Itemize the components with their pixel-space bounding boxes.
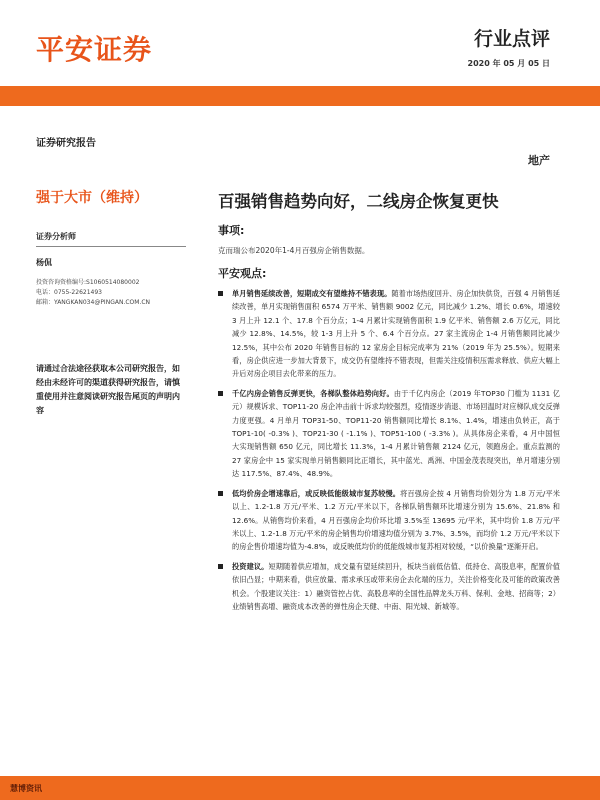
page-title: 百强销售趋势向好，二线房企恢复更快 [218, 192, 499, 211]
analyst-license: 投资咨询资格编号:S1060514080002 [36, 279, 140, 286]
viewpoint-list [218, 287, 560, 613]
analyst-title: 证券分析师 [36, 231, 186, 247]
bullet-body: 将百强房企按 4 月销售均价划分为 1.8 万元/平米以上、1.2-1.8 万元/平米、1.2 万元/平米以下，各梯队销售额环比增速分别为 15.6%、21.8% 和 12.6%。从销售均价来看，4 月百强房企均价环比增 3.5%至 13695 元/平米，其中均价 1.8 万元/平米以上、1.2-1.8 万元/平米的房企销售均价增速均值分别为 3.7%、3.5%，而均价 1.2 万元/平米以下的房企售价增速均值为-4.8%，或反映低均价的低能级城市复苏相对较缓，“以价换量”逐渐开启。 [232, 488, 560, 552]
main-content [218, 222, 560, 613]
bullet-body: 由于千亿内房企（2019 年TOP30 门槛为 1131 亿元）规模诉求、TOP11-20 房企冲击前十诉求均较强烈，疫情逐步消退、市场回温时对应梯队成交反弹力度更强。4 月单月 TOP31-50、TOP11-20 销售额同比增长 8.1%、1.4%，增速由负转正，高于 TOP1-10( -0.3% )、TOP21-30 ( -1.1% )、TOP51-100 ( -3.3% )。从具体房企来看，4 月中国恒大实现销售额 650 亿元，同比增长 11.3%，1-4 月累计销售额 2124 亿元，领跑房企。重点监测的 27 家房企中 15 家实现单月销售额同比正增长，其中蓝光、禹洲、中国金茂表现突出，单月增速分别达 117.5%、87.4%、48.9%。 [232, 388, 560, 479]
company-logo: 平安证券 [36, 33, 153, 66]
events-heading: 事项: [218, 224, 245, 237]
analyst-email[interactable]: 邮箱：YANGKAN034@PINGAN.COM.CN [36, 299, 151, 306]
bullet-lead: 单月销售延续改善，短期成交有望维持不错表现。 [232, 289, 392, 298]
list-item [218, 387, 560, 481]
sidebar [36, 134, 196, 308]
footer-source: 慧博资讯 [10, 784, 42, 793]
bullet-lead: 低均价房企增速靠后，或反映低能级城市复苏较慢。 [232, 488, 401, 498]
list-item [218, 287, 560, 381]
viewpoint-heading: 平安观点: [218, 267, 267, 280]
square-bullet-icon [218, 564, 223, 569]
square-bullet-icon [218, 491, 223, 496]
list-item [218, 560, 560, 614]
analyst-phone: 电话：0755-22621493 [36, 289, 102, 296]
report-type: 行业点评 [473, 28, 550, 50]
section-label: 证券研究报告 [36, 138, 96, 149]
square-bullet-icon [218, 291, 223, 296]
list-item [218, 487, 560, 554]
bullet-lead: 投资建议。 [232, 561, 269, 571]
footer-bar [0, 776, 600, 800]
disclaimer: 请通过合法途径获取本公司研究报告，如经由未经许可的渠道获得研究报告，请慎重使用并注意阅读研究报告尾页的声明内容 [36, 364, 180, 415]
bullet-lead: 千亿内房企销售反弹更快，各梯队整体趋势向好。 [232, 388, 394, 398]
header-banner [0, 86, 600, 106]
report-date: 2020 年 05 月 05 日 [467, 59, 550, 68]
analyst-name: 杨侃 [36, 258, 52, 267]
events-text: 克而瑞公布2020年1-4月百强房企销售数据。 [218, 246, 370, 255]
industry-rating: 强于大市（维持） [36, 190, 148, 206]
bullet-body: 随着市场热度回升、房企加快供货，百强 4 月销售延续改善，单月实现销售面积 6574 万平米、销售额 9002 亿元，同比减少 1.2%、增长 0.6%，增速较 3 月上升 12.1 个、17.8 个百分点；1-4 月累计实现销售面积 1.9 亿平米、销售额 2.6 万亿元，同比减少 12.8%、14.5%，较 1-3 月上升 5 个、6.4 个百分点。27 家主流房企 1-4 月销售额同比减少 12.5%，其中公布 2020 年销售目标的 12 家房企目标完成率为 21%（2019 年为 25.5%）。短期来看，房企供应进一步加大背景下，成交仍有望维持不错表现，但需关注疫情积压需求释放、供应大幅上升后对房企项目去化带来的压力。 [232, 289, 560, 379]
industry-label: 地产 [528, 154, 550, 167]
bullet-body: 短期随着供应增加，成交量有望延续回升，板块当前低估值、低持仓、高股息率，配置价值依旧凸显；中期来看，供应放量、需求承压或带来房企去化端的压力，关注价格变化及可能的政策改善机会。个股建议关注：1）融资管控占优、高股息率的全国性品牌龙头万科、保利、金地、招商等；2）业绩销售高增、融资成本改善的弹性房企天健、中南、阳光城、新城等。 [232, 561, 560, 611]
square-bullet-icon [218, 391, 223, 396]
